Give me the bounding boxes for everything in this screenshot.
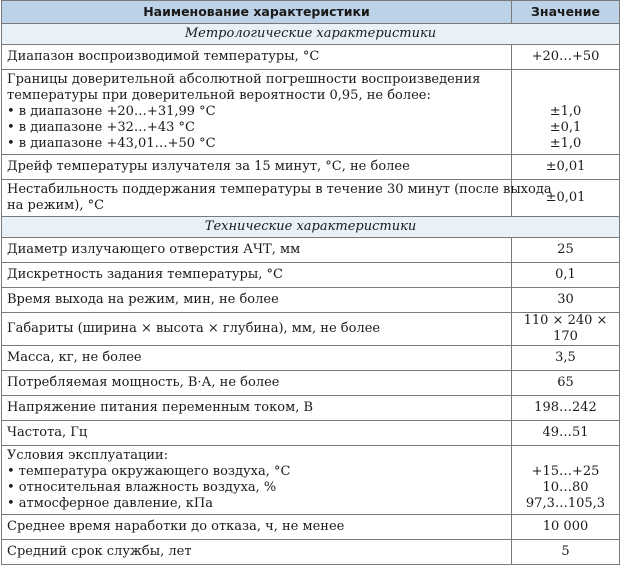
characteristic-value: 65 <box>512 371 620 396</box>
table-row <box>2 45 620 70</box>
table-row <box>2 540 620 565</box>
section-title: Метрологические характеристики <box>2 24 620 45</box>
characteristic-name: Время выхода на режим, мин, не более <box>2 288 512 313</box>
characteristic-name: Масса, кг, не более <box>2 346 512 371</box>
table-row <box>2 238 620 263</box>
name-line: температуры при доверительной вероятности 0,95, не более: <box>7 88 431 103</box>
characteristic-value: ±0,01 <box>512 155 620 180</box>
table-row <box>2 446 620 515</box>
characteristic-name: Дискретность задания температуры, °С <box>2 263 512 288</box>
table-row <box>2 263 620 288</box>
table-row <box>2 515 620 540</box>
list-item-label: • относительная влажность воздуха, % <box>7 480 277 495</box>
characteristic-value: 110 × 240 × 170 <box>512 313 620 346</box>
table-row <box>2 180 620 217</box>
list-item-value: +15…+25 <box>531 464 600 479</box>
table-row <box>2 288 620 313</box>
table-row <box>2 421 620 446</box>
characteristic-name <box>2 180 552 217</box>
header-name: Наименование характеристики <box>2 1 512 24</box>
list-item-value: ±1,0 <box>549 104 582 119</box>
table-row <box>2 346 620 371</box>
characteristic-name: Диапазон воспроизводимой температуры, °С <box>2 45 512 70</box>
characteristic-value: 5 <box>512 540 620 565</box>
value-spacer <box>517 88 614 104</box>
header-value: Значение <box>512 1 620 24</box>
table-row <box>2 70 620 155</box>
list-item-label: • атмосферное давление, кПа <box>7 496 213 511</box>
value-spacer <box>517 72 614 88</box>
characteristic-value: 198…242 <box>512 396 620 421</box>
table-row <box>2 313 620 346</box>
characteristic-values <box>512 446 620 515</box>
name-line: Границы доверительной абсолютной погрешности воспроизведения <box>7 72 481 87</box>
characteristic-value: +20…+50 <box>512 45 620 70</box>
list-item-label: • в диапазоне +43,01…+50 °С <box>7 136 216 151</box>
characteristic-name <box>2 70 512 155</box>
section-row <box>2 217 620 238</box>
characteristic-name: Дрейф температуры излучателя за 15 минут, °С, не более <box>2 155 512 180</box>
list-item-value: 10…80 <box>542 480 589 495</box>
table-body <box>2 24 620 565</box>
specifications-table <box>1 0 620 565</box>
section-row <box>2 24 620 45</box>
characteristic-name: Среднее время наработки до отказа, ч, не менее <box>2 515 512 540</box>
list-item-label: • температура окружающего воздуха, °С <box>7 464 291 479</box>
name-line: на режим), °С <box>7 198 105 213</box>
list-item-label: • в диапазоне +32…+43 °С <box>7 120 195 135</box>
characteristic-value: 3,5 <box>512 346 620 371</box>
table-row <box>2 155 620 180</box>
characteristic-value: ±0,01 <box>512 180 620 217</box>
characteristic-value: 0,1 <box>512 263 620 288</box>
value-spacer <box>517 448 614 464</box>
list-item-value: ±1,0 <box>549 136 582 151</box>
characteristic-name: Напряжение питания переменным током, В <box>2 396 512 421</box>
name-line: Нестабильность поддержания температуры в течение 30 минут (после выхода <box>7 182 552 197</box>
list-item-value: ±0,1 <box>549 120 582 135</box>
characteristic-name: Потребляемая мощность, В·А, не более <box>2 371 512 396</box>
characteristic-name <box>2 446 512 515</box>
table-row <box>2 396 620 421</box>
name-line: Условия эксплуатации: <box>7 448 169 463</box>
characteristic-name: Частота, Гц <box>2 421 512 446</box>
characteristic-value: 49…51 <box>512 421 620 446</box>
characteristic-value: 30 <box>512 288 620 313</box>
section-title: Технические характеристики <box>2 217 620 238</box>
characteristic-values <box>512 70 620 155</box>
characteristic-value: 25 <box>512 238 620 263</box>
characteristic-name: Габариты (ширина × высота × глубина), мм, не более <box>2 313 512 346</box>
characteristic-value: 10 000 <box>512 515 620 540</box>
table-header <box>2 1 620 24</box>
list-item-label: • в диапазоне +20…+31,99 °С <box>7 104 216 119</box>
table-row <box>2 371 620 396</box>
characteristic-name: Диаметр излучающего отверстия АЧТ, мм <box>2 238 512 263</box>
characteristic-name: Средний срок службы, лет <box>2 540 512 565</box>
list-item-value: 97,3…105,3 <box>525 496 606 511</box>
